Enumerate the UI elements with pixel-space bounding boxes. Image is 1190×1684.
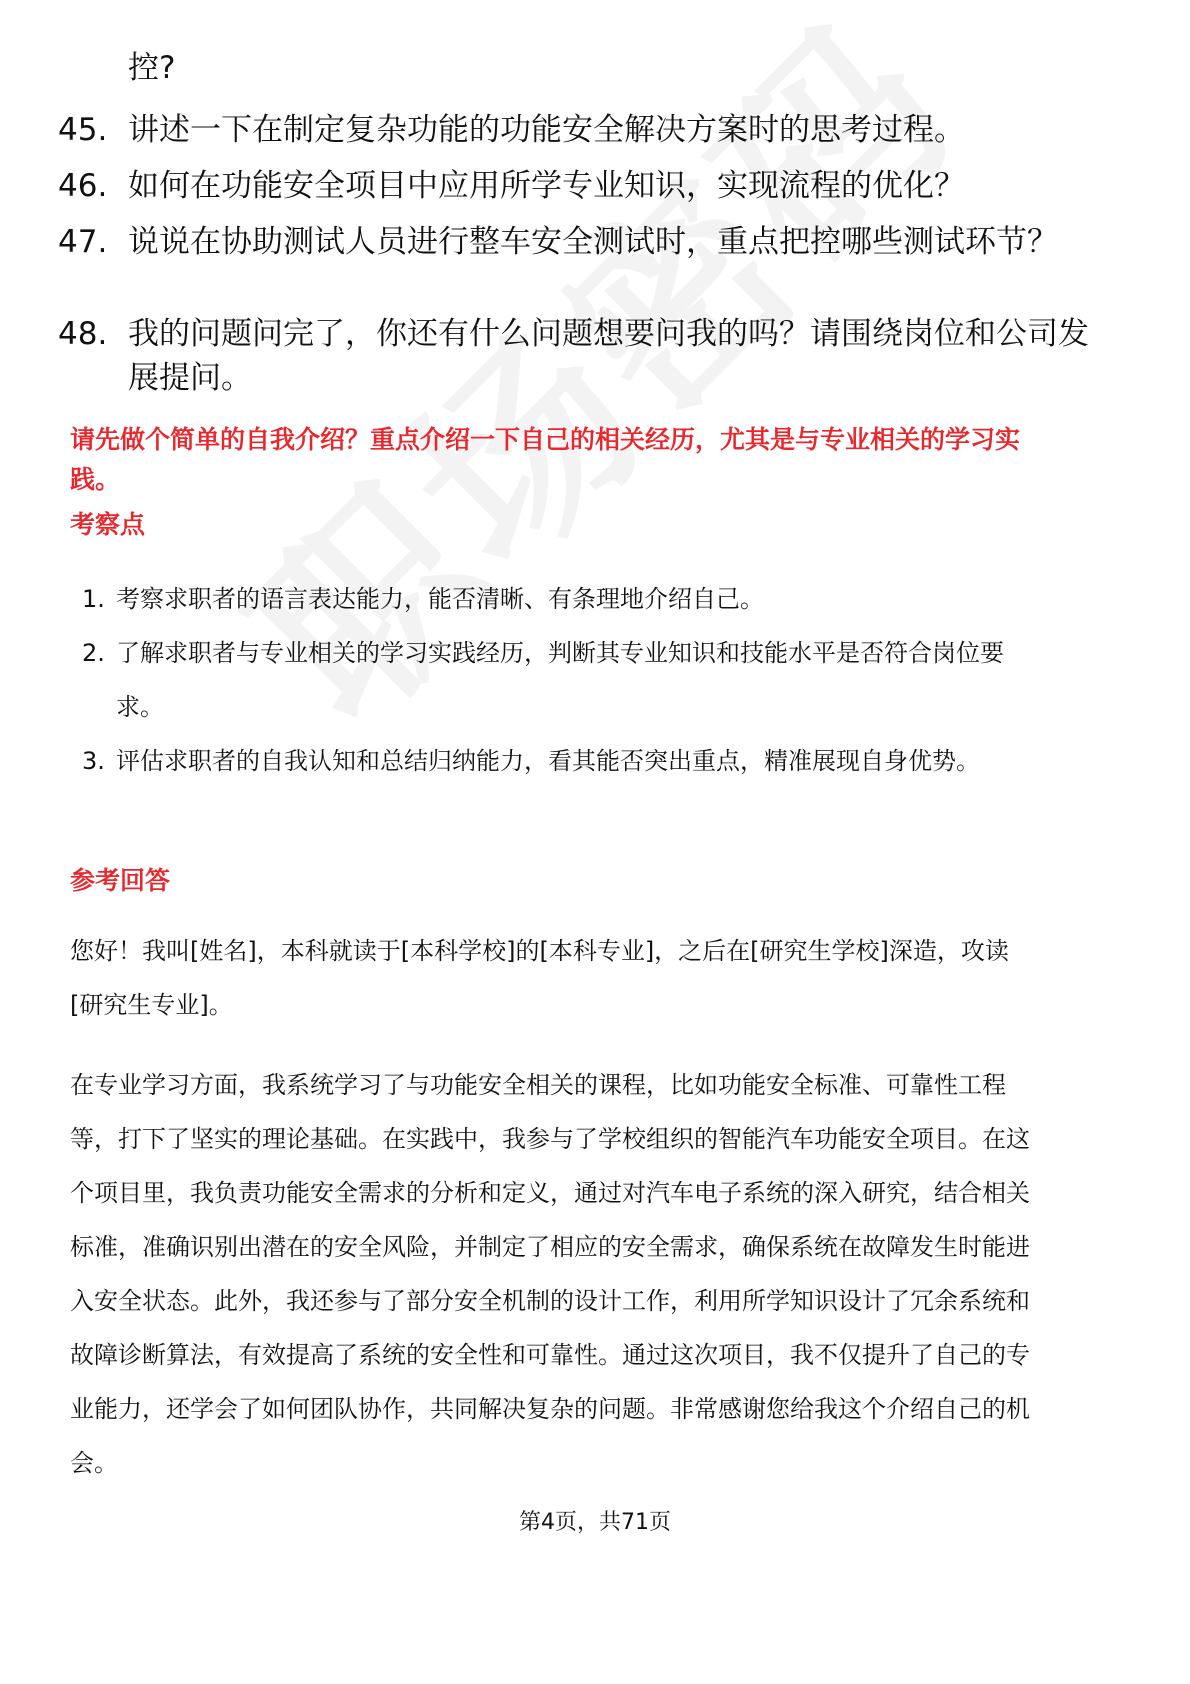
assessment-heading: 考察点: [70, 510, 146, 539]
question-number: 48.: [58, 316, 108, 352]
assessment-point: [82, 734, 1042, 788]
point-text: 考察求职者的语言表达能力，能否清晰、有条理地介绍自己。: [116, 585, 764, 613]
point-text: 了解求职者与专业相关的学习实践经历，判断其专业知识和技能水平是否符合岗位要求。: [116, 639, 1004, 721]
point-text: 评估求职者的自我认知和总结归纳能力，看其能否突出重点，精准展现自身优势。: [116, 747, 980, 775]
answer-paragraph-intro: 您好！我叫[姓名]，本科就读于[本科学校]的[本科专业]，之后在[研究生学校]深造，攻读[研究生专业]。: [70, 937, 1009, 1019]
page-footer: 第4页，共71页: [519, 1510, 671, 1535]
question-number: 46.: [58, 168, 108, 204]
question-continuation: 控?: [128, 50, 176, 86]
question-45: [58, 108, 1118, 152]
question-text: 说说在协助测试人员进行整车安全测试时，重点把控哪些测试环节？: [128, 224, 1058, 260]
point-number: 1.: [82, 585, 105, 613]
point-number: 3.: [82, 747, 105, 775]
question-46: [58, 164, 1118, 208]
assessment-point: [82, 626, 1042, 734]
assessment-point: [82, 572, 1042, 626]
point-number: 2.: [82, 639, 105, 667]
assessment-points: [82, 572, 1042, 788]
featured-question: 请先做个简单的自我介绍？重点介绍一下自己的相关经历，尤其是与专业相关的学习实践。: [70, 425, 1021, 494]
question-number: 45.: [58, 112, 108, 148]
answer-heading: 参考回答: [70, 866, 171, 895]
question-text: 讲述一下在制定复杂功能的功能安全解决方案时的思考过程。: [128, 112, 965, 148]
answer-paragraph-body: 在专业学习方面，我系统学习了与功能安全相关的课程，比如功能安全标准、可靠性工程等，打下了坚实的理论基础。在实践中，我参与了学校组织的智能汽车功能安全项目。在这个项目里，我负责功能安全需求的分析和定义，通过对汽车电子系统的深入研究，结合相关标准，准确识别出潜在的安全风险，并制定了相应的安全需求，确保系统在故障发生时能进入安全状态。此外，我还参与了部分安全机制的设计工作，利用所学知识设计了冗余系统和故障诊断算法，有效提高了系统的安全性和可靠性。通过这次项目，我不仅提升了自己的专业能力，还学会了如何团队协作，共同解决复杂的问题。非常感谢您给我这个介绍自己的机会。: [70, 1071, 1030, 1477]
question-text: 如何在功能安全项目中应用所学专业知识，实现流程的优化？: [128, 168, 965, 204]
question-number: 47.: [58, 224, 108, 260]
question-text: 我的问题问完了，你还有什么问题想要问我的吗？请围绕岗位和公司发展提问。: [128, 316, 1089, 396]
question-47: [58, 220, 1118, 264]
question-48: [58, 312, 1118, 400]
